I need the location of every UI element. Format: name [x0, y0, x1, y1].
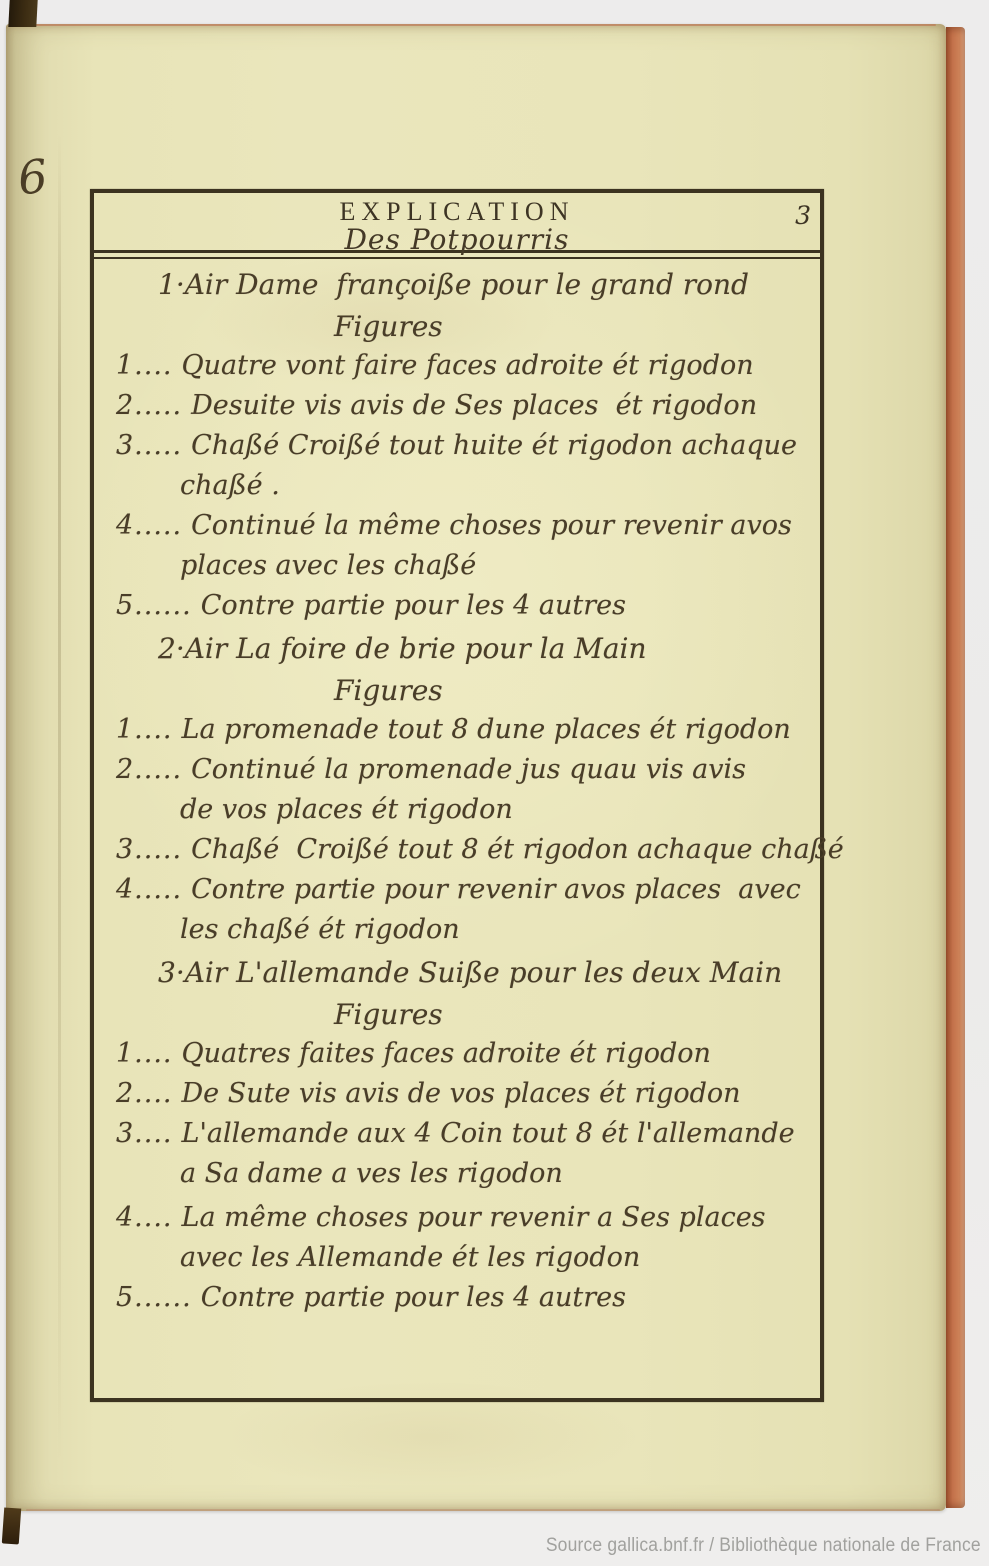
figure-line-continuation [116, 794, 816, 834]
line-number: 5...... [116, 1282, 192, 1313]
figures-heading [116, 310, 816, 350]
line-number: 3..... [116, 834, 183, 865]
margin-annotation: 6 [15, 148, 51, 206]
figure-line [116, 510, 816, 550]
figure-line [116, 1038, 816, 1078]
figure-line [116, 714, 816, 754]
figure-line [116, 834, 844, 874]
line-text: De Sute vis avis de vos places ét rigodon [181, 1078, 741, 1109]
line-text: Quatre vont faire faces adroite ét rigodon [181, 350, 754, 381]
figure-line-continuation [116, 1158, 816, 1198]
figure-line [116, 350, 816, 390]
line-text: Figures [334, 998, 443, 1031]
line-text: Continué la même choses pour revenir avos [191, 510, 792, 541]
figure-line [116, 590, 816, 630]
line-text: chaßé . [180, 470, 280, 501]
line-text: Figures [334, 674, 443, 707]
figure-line [116, 390, 816, 430]
page-number: 3 [795, 201, 811, 230]
figure-line-continuation [116, 470, 816, 510]
line-text: Contre partie pour les 4 autres [200, 590, 626, 621]
figure-line [116, 754, 816, 794]
figure-line-continuation [116, 1242, 816, 1282]
figure-line-continuation [116, 914, 816, 954]
line-number: 4..... [116, 510, 183, 541]
line-number: 3.... [116, 1118, 173, 1149]
figure-line [116, 1078, 816, 1118]
book-page-scan [6, 24, 946, 1511]
air-heading [116, 268, 816, 308]
figure-line [116, 1282, 816, 1322]
book-red-fore-edge [946, 27, 965, 1508]
figures-heading [116, 998, 816, 1038]
line-text: La même choses pour revenir a Ses places [181, 1202, 766, 1233]
line-number: 4.... [116, 1202, 173, 1233]
air-heading [116, 956, 816, 996]
line-number: 3..... [116, 430, 183, 461]
figure-line [116, 1118, 816, 1158]
line-text: 2·Air La foire de brie pour la Main [158, 632, 647, 665]
engraved-frame [90, 189, 844, 1402]
line-text: de vos places ét rigodon [180, 794, 513, 825]
line-text: 1·Air Dame françoiße pour le grand rond [158, 268, 749, 301]
line-number: 5...... [116, 590, 192, 621]
figure-line [116, 874, 816, 914]
page-crease [58, 134, 61, 1464]
line-text: places avec les chaßé [180, 550, 477, 581]
figure-line [116, 1202, 816, 1242]
line-text: a Sa dame a ves les rigodon [180, 1158, 563, 1189]
line-number: 2..... [116, 754, 183, 785]
figure-line [116, 430, 816, 470]
line-number: 1.... [116, 350, 173, 381]
binding-ribbon [2, 1507, 21, 1544]
line-text: Chaßé Croißé tout huite ét rigodon achaque [191, 430, 797, 461]
line-text: avec les Allemande ét les rigodon [180, 1242, 641, 1273]
manuscript-body [116, 261, 844, 1322]
line-text: Figures [334, 310, 443, 343]
line-text: La promenade tout 8 dune places ét rigodon [181, 714, 791, 745]
air-heading [116, 632, 816, 672]
line-text: Contre partie pour revenir avos places avec [191, 874, 801, 905]
gallica-source-credit: Source gallica.bnf.fr / Bibliothèque nationale de France [546, 1535, 981, 1556]
line-number: 4..... [116, 874, 183, 905]
line-text: Continué la promenade jus quau vis avis [191, 754, 747, 785]
page-title: EXPLICATION [339, 197, 575, 226]
binding-tab [8, 0, 37, 27]
line-number: 1.... [116, 714, 173, 745]
line-number: 2..... [116, 390, 183, 421]
line-text: les chaßé ét rigodon [180, 914, 460, 945]
line-text: Contre partie pour les 4 autres [200, 1282, 626, 1313]
line-text: 3·Air L'allemande Suiße pour les deux Main [158, 956, 783, 989]
line-text: Desuite vis avis de Ses places ét rigodon [191, 390, 758, 421]
figures-heading [116, 674, 816, 714]
line-text: Chaßé Croißé tout 8 ét rigodon achaque chaßé [191, 834, 844, 865]
line-text: Quatres faites faces adroite ét rigodon [181, 1038, 711, 1069]
figure-line-continuation [116, 550, 816, 590]
line-number: 2.... [116, 1078, 173, 1109]
line-text: L'allemande aux 4 Coin tout 8 ét l'allemande [181, 1118, 795, 1149]
frame-header [94, 197, 820, 256]
page-subtitle: Des Potpourris [344, 223, 570, 256]
line-number: 1.... [116, 1038, 173, 1069]
